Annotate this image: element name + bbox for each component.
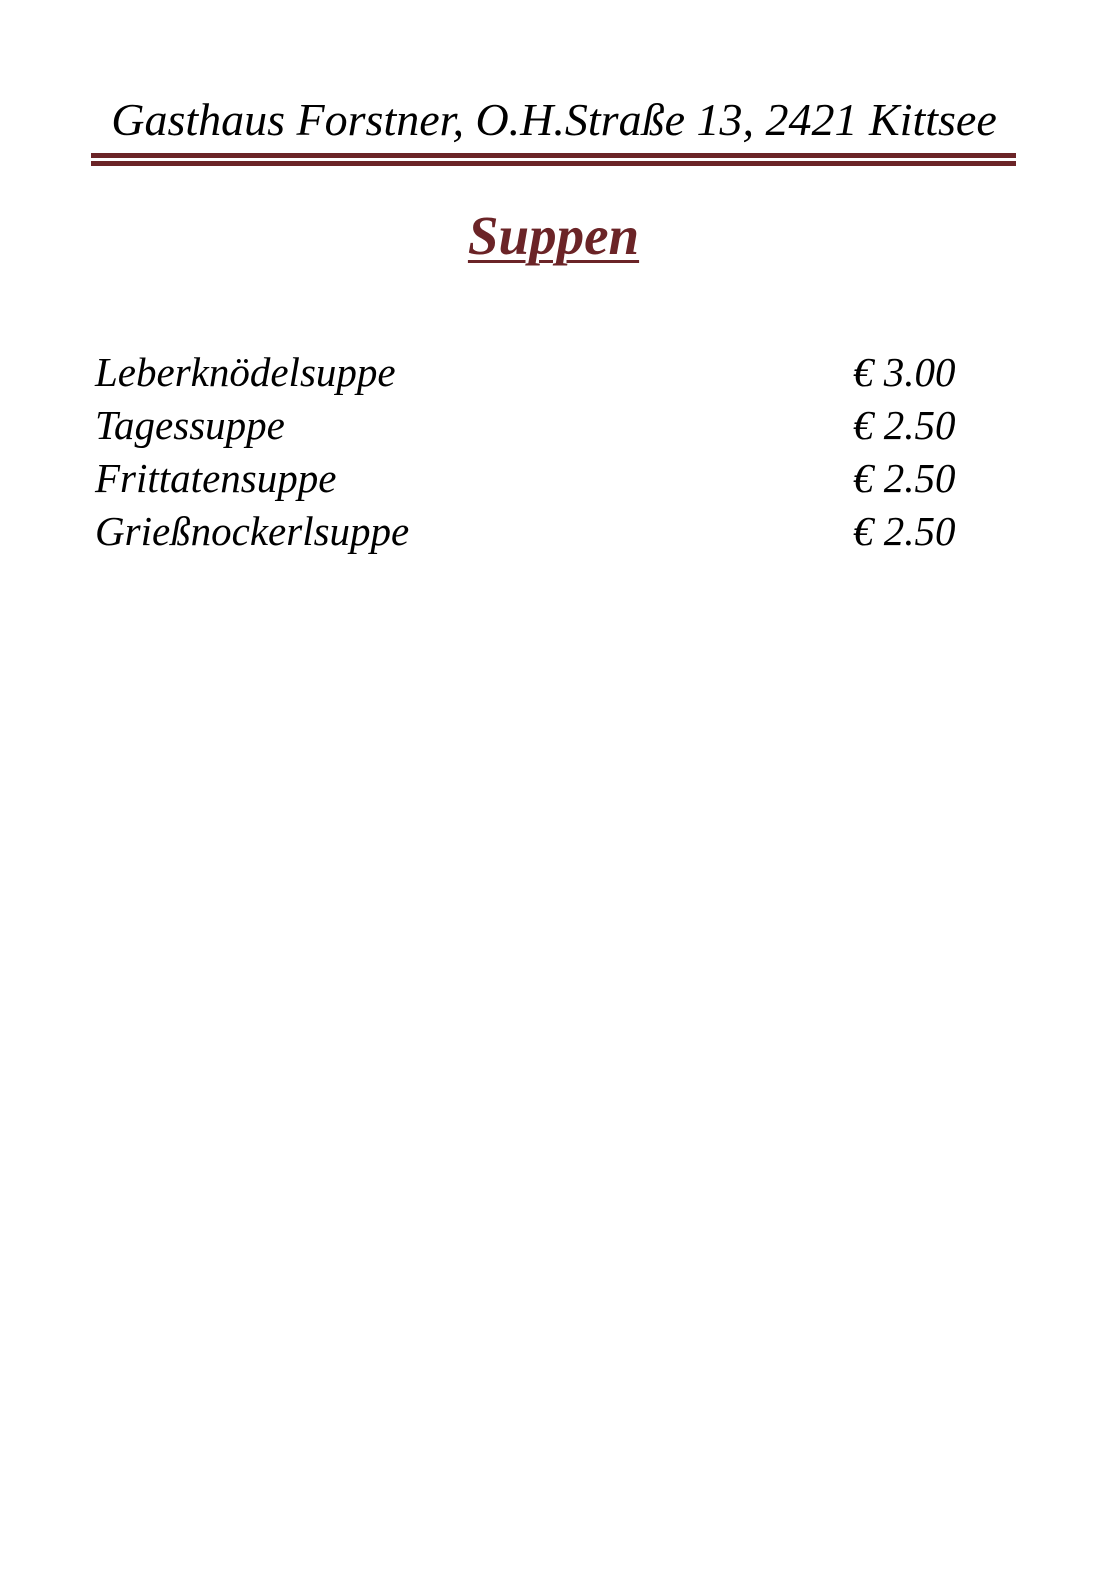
- menu-list: [95, 346, 965, 558]
- menu-item-name: Grießnockerlsuppe: [95, 508, 410, 554]
- menu-item: [95, 505, 965, 558]
- menu-item-price: € 2.50: [853, 455, 956, 501]
- menu-item: [95, 399, 965, 452]
- menu-item-name: Tagessuppe: [95, 402, 285, 448]
- menu-item: [95, 346, 965, 399]
- menu-item-price: € 2.50: [853, 508, 956, 554]
- restaurant-address-header: Gasthaus Forstner, O.H.Straße 13, 2421 Kittsee: [111, 94, 997, 145]
- menu-item-price: € 3.00: [853, 349, 956, 395]
- menu-item-name: Frittatensuppe: [95, 455, 337, 501]
- menu-item-price: € 2.50: [853, 402, 956, 448]
- menu-item: [95, 452, 965, 505]
- menu-item-name: Leberknödelsuppe: [95, 349, 396, 395]
- header-divider-bottom: [91, 161, 1016, 166]
- section-title: Suppen: [467, 205, 640, 266]
- header-divider-top: [91, 153, 1016, 158]
